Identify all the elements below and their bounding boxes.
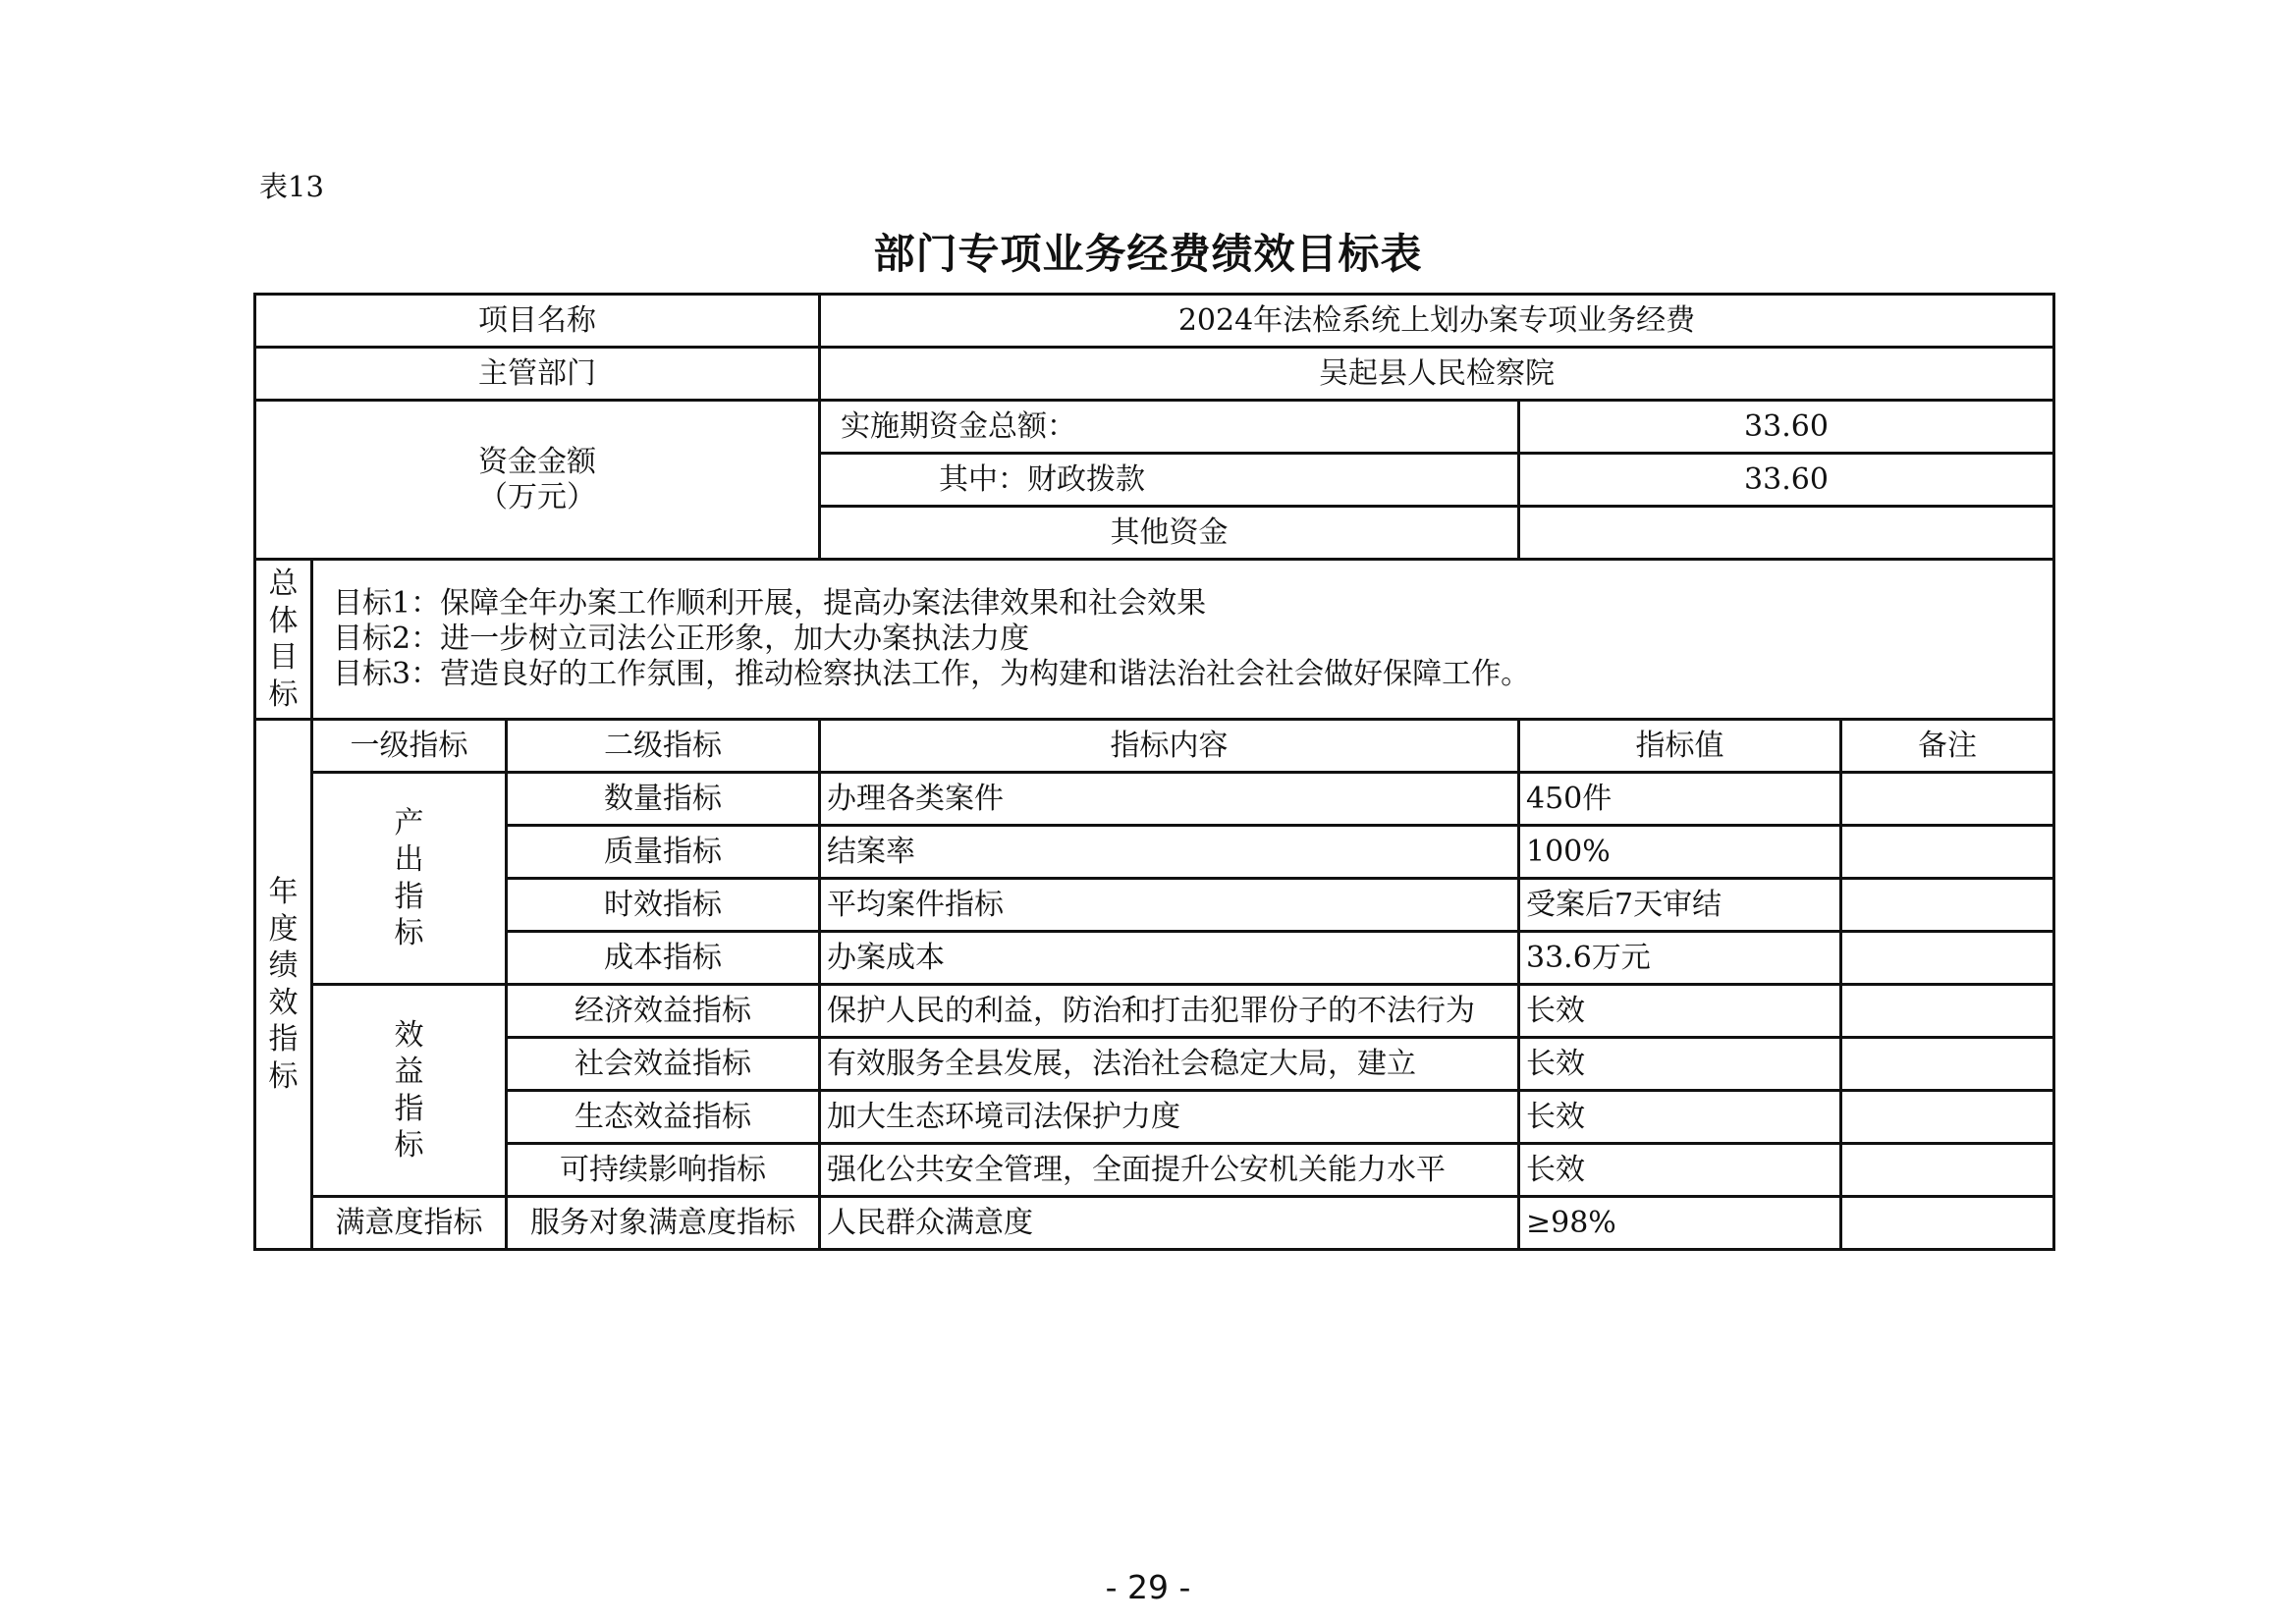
goal-item: 目标3：营造良好的工作氛围，推动检察执法工作，为构建和谐法治社会社会做好保障工作。 — [333, 657, 1531, 691]
table-row — [255, 826, 2054, 879]
level2-cell: 可持续影响指标 — [507, 1144, 820, 1197]
department-row — [255, 348, 2054, 401]
remark-cell — [1841, 773, 2054, 826]
content-cell: 强化公共安全管理，全面提升公安机关能力水平 — [820, 1144, 1519, 1197]
output-indicator-label: 产 出 指 标 — [312, 773, 507, 985]
content-cell: 办案成本 — [820, 932, 1519, 985]
table-row — [255, 879, 2054, 932]
table-row — [255, 1197, 2054, 1250]
page-title: 部门专项业务经费绩效目标表 — [873, 230, 1423, 278]
level2-cell: 服务对象满意度指标 — [507, 1197, 820, 1250]
content-cell: 有效服务全县发展，法治社会稳定大局，建立 — [820, 1038, 1519, 1091]
overall-goal-row — [255, 560, 2054, 720]
value-cell: 33.6万元 — [1519, 932, 1841, 985]
funds-fiscal-label: 其中：财政拨款 — [820, 454, 1519, 507]
value-cell: 100% — [1519, 826, 1841, 879]
page-number: - 29 - — [1105, 1568, 1191, 1606]
header-content: 指标内容 — [820, 720, 1519, 773]
table-row — [255, 985, 2054, 1038]
remark-cell — [1841, 1144, 2054, 1197]
satisfaction-indicator-label: 满意度指标 — [312, 1197, 507, 1250]
goal-item: 目标2：进一步树立司法公正形象，加大办案执法力度 — [333, 622, 1030, 656]
funds-label-line1: 资金金额 — [478, 444, 596, 479]
header-level1: 一级指标 — [312, 720, 507, 773]
level2-cell: 时效指标 — [507, 879, 820, 932]
content-cell: 保护人民的利益，防治和打击犯罪份子的不法行为 — [820, 985, 1519, 1038]
level2-cell: 质量指标 — [507, 826, 820, 879]
remark-cell — [1841, 879, 2054, 932]
performance-target-table — [253, 293, 2055, 1251]
benefit-indicator-label: 效 益 指 标 — [312, 985, 507, 1197]
funds-other-label: 其他资金 — [820, 507, 1519, 560]
department-label: 主管部门 — [255, 348, 820, 401]
remark-cell — [1841, 1038, 2054, 1091]
content-cell: 加大生态环境司法保护力度 — [820, 1091, 1519, 1144]
content-cell: 结案率 — [820, 826, 1519, 879]
remark-cell — [1841, 1197, 2054, 1250]
table-row — [255, 1038, 2054, 1091]
table-row — [255, 932, 2054, 985]
overall-goal-label: 总 体 目 标 — [255, 560, 312, 720]
annual-indicator-label: 年 度 绩 效 指 标 — [255, 720, 312, 1250]
table-row — [255, 773, 2054, 826]
remark-cell — [1841, 932, 2054, 985]
remark-cell — [1841, 826, 2054, 879]
funds-label-line2: （万元） — [478, 479, 596, 514]
funds-total-label: 实施期资金总额： — [820, 401, 1519, 454]
indicator-header-row — [255, 720, 2054, 773]
project-name-label: 项目名称 — [255, 295, 820, 348]
value-cell: 长效 — [1519, 1144, 1841, 1197]
funds-total-row — [255, 401, 2054, 454]
level2-cell: 生态效益指标 — [507, 1091, 820, 1144]
funds-label — [255, 401, 820, 560]
value-cell: 长效 — [1519, 1091, 1841, 1144]
remark-cell — [1841, 985, 2054, 1038]
overall-goal-content — [312, 560, 2054, 720]
content-cell: 办理各类案件 — [820, 773, 1519, 826]
remark-cell — [1841, 1091, 2054, 1144]
project-name-row — [255, 295, 2054, 348]
level2-cell: 经济效益指标 — [507, 985, 820, 1038]
value-cell: 长效 — [1519, 1038, 1841, 1091]
value-cell: 长效 — [1519, 985, 1841, 1038]
value-cell: ≥98% — [1519, 1197, 1841, 1250]
content-cell: 人民群众满意度 — [820, 1197, 1519, 1250]
content-cell: 平均案件指标 — [820, 879, 1519, 932]
funds-other-value — [1519, 507, 2054, 560]
header-value: 指标值 — [1519, 720, 1841, 773]
funds-total-value: 33.60 — [1519, 401, 2054, 454]
header-remark: 备注 — [1841, 720, 2054, 773]
table-row — [255, 1091, 2054, 1144]
table-number: 表13 — [259, 170, 324, 203]
level2-cell: 社会效益指标 — [507, 1038, 820, 1091]
department-value: 吴起县人民检察院 — [820, 348, 2054, 401]
goal-item: 目标1：保障全年办案工作顺利开展，提高办案法律效果和社会效果 — [333, 586, 1207, 621]
value-cell: 450件 — [1519, 773, 1841, 826]
project-name-value: 2024年法检系统上划办案专项业务经费 — [820, 295, 2054, 348]
funds-fiscal-value: 33.60 — [1519, 454, 2054, 507]
level2-cell: 数量指标 — [507, 773, 820, 826]
header-level2: 二级指标 — [507, 720, 820, 773]
table-row — [255, 1144, 2054, 1197]
level2-cell: 成本指标 — [507, 932, 820, 985]
value-cell: 受案后7天审结 — [1519, 879, 1841, 932]
